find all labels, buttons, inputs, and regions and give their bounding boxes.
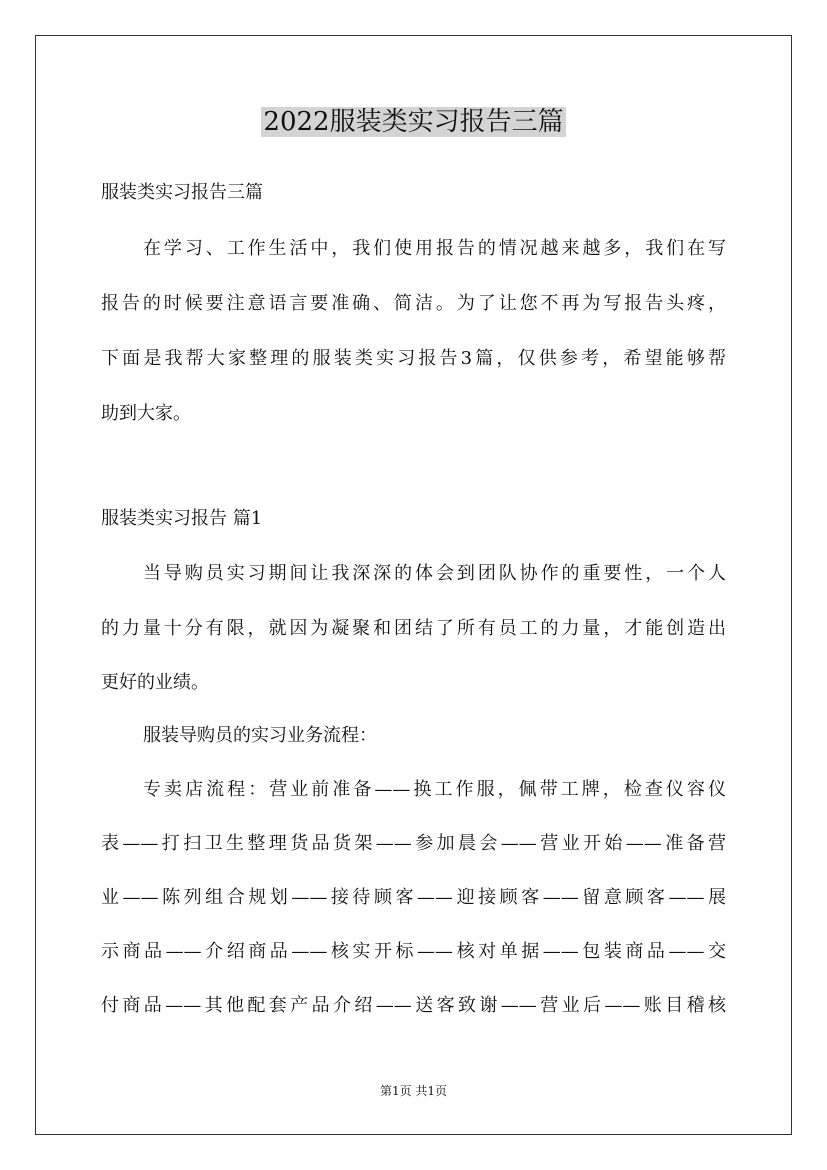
intro-paragraph-line-2: 报告的时候要注意语言要准确、简洁。为了让您不再为写报告头疼，	[101, 293, 726, 314]
page-footer: 第1页 共1页	[379, 1084, 448, 1098]
section1-para3-line-1: 专卖店流程：营业前准备——换工作服，佩带工牌，检查仪容仪	[143, 779, 726, 800]
section1-heading: 服装类实习报告 篇1	[101, 508, 263, 529]
section1-para3-line-4: 示商品——介绍商品——核实开标——核对单据——包装商品——交	[101, 941, 726, 962]
section1-para1-line-2: 的力量十分有限，就因为凝聚和团结了所有员工的力量，才能创造出	[101, 618, 726, 639]
section1-para3-line-3: 业——陈列组合规划——接待顾客——迎接顾客——留意顾客——展	[101, 887, 726, 908]
intro-paragraph-line-1: 在学习、工作生活中，我们使用报告的情况越来越多，我们在写	[143, 238, 726, 259]
document-title-text: 2022服装类实习报告三篇	[263, 107, 564, 137]
intro-paragraph-line-4: 助到大家。	[101, 403, 191, 424]
section1-para1-line-3: 更好的业绩。	[101, 672, 209, 693]
section1-para3-line-5: 付商品——其他配套产品介绍——送客致谢——营业后——账目稽核	[101, 995, 726, 1016]
intro-paragraph-line-3: 下面是我帮大家整理的服装类实习报告3篇，仅供参考，希望能够帮	[101, 348, 726, 369]
section1-para1-line-1: 当导购员实习期间让我深深的体会到团队协作的重要性，一个人	[143, 563, 726, 584]
intro-heading: 服装类实习报告三篇	[101, 182, 263, 203]
section1-para3-line-2: 表——打扫卫生整理货品货架——参加晨会——营业开始——准备营	[101, 833, 726, 854]
document-title	[0, 102, 827, 142]
section1-para2: 服装导购员的实习业务流程：	[143, 725, 377, 746]
